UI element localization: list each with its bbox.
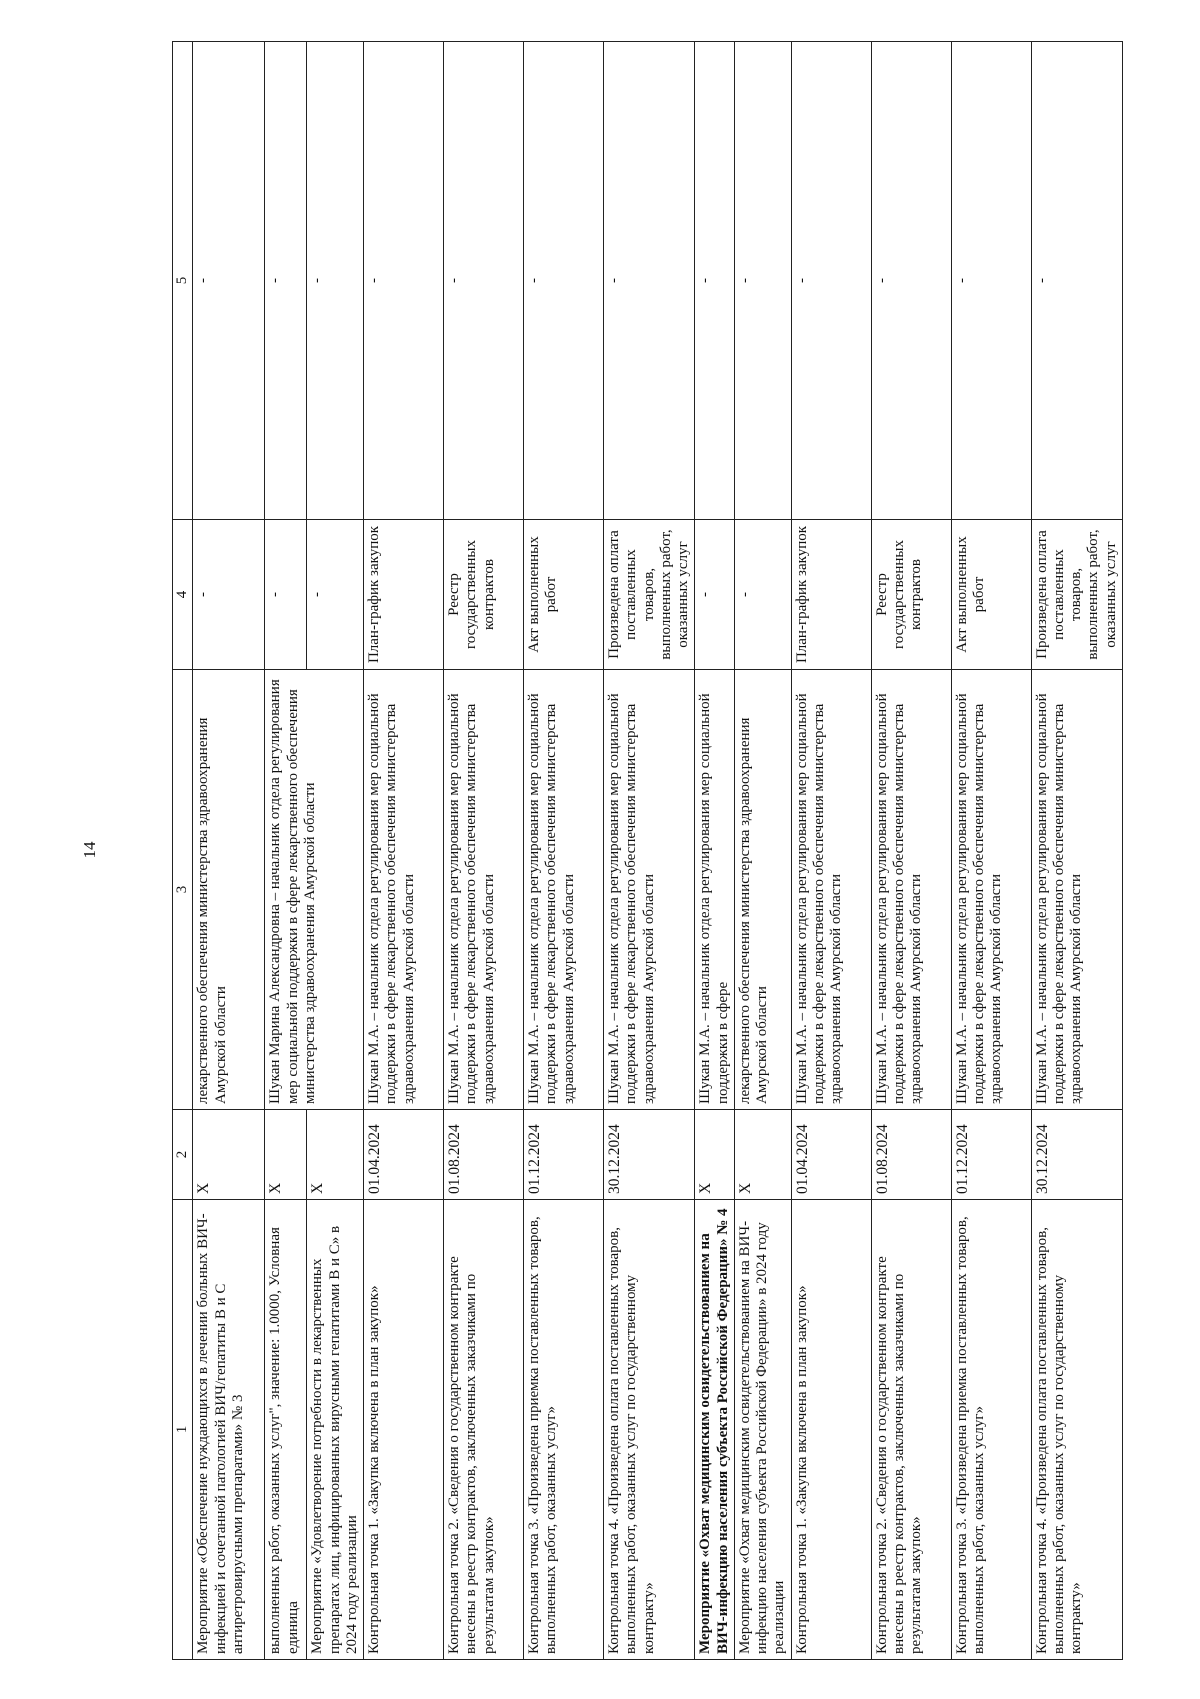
deadline-cell: X [307,1110,364,1200]
info-system-cell: - [871,42,951,520]
document-cell: Произведена оплата поставленных товаров, выполненных работ, оказанных услуг [1031,520,1122,670]
header-row [173,42,193,1660]
page-number: 14 [80,841,99,859]
table-row [444,42,524,1660]
event-name-cell: Контрольная точка 2. «Сведения о государственном контракте внесены в реестр контрактов, заключенных заказчиками по результатам закупок» [871,1200,951,1660]
document-cell: - [734,520,791,670]
deadline-cell: X [734,1110,791,1200]
deadline-cell: 01.04.2024 [364,1110,444,1200]
event-name-cell: Контрольная точка 1. «Закупка включена в план закупок» [364,1200,444,1660]
responsible-cell: лекарственного обеспечения министерства здравоохранения Амурской области [734,670,791,1110]
event-name-cell: Контрольная точка 3. «Произведена приемка поставленных товаров, выполненных работ, оказанных услуг» [524,1200,604,1660]
table-row [364,42,444,1660]
event-name-cell: Мероприятие «Обеспечение нуждающихся в лечении больных ВИЧ-инфекцией и сочетанной патологией ВИЧ/гепатиты В и С антиретровирусными препаратами» № 3 [193,1200,265,1660]
document-cell: - [307,520,364,670]
header-cell-2: 2 [173,1110,193,1200]
info-system-cell: - [791,42,871,520]
info-system-cell: - [444,42,524,520]
event-name-cell: Контрольная точка 1. «Закупка включена в план закупок» [791,1200,871,1660]
document-table [172,41,1123,1660]
table-row [265,42,307,1660]
info-system-cell: - [364,42,444,520]
info-system-cell: - [604,42,695,520]
info-system-cell: - [265,42,307,520]
document-cell: Акт выполненных работ [951,520,1031,670]
deadline-cell: 01.04.2024 [791,1110,871,1200]
table-row [604,42,695,1660]
document-cell: Реестр государственных контрактов [444,520,524,670]
event-name-cell: Контрольная точка 4. «Произведена оплата поставленных товаров, выполненных работ, оказанных услуг по государственному контракту» [604,1200,695,1660]
document-cell: Реестр государственных контрактов [871,520,951,670]
header-cell-5: 5 [173,42,193,520]
rotated-table-container [172,42,1119,1660]
event-name-cell: Мероприятие «Удовлетворение потребности в лекарственных препаратах лиц, инфицированных вирусными гепатитами В и С» в 2024 году реализации [307,1200,364,1660]
info-system-cell: - [695,42,735,520]
table-row [871,42,951,1660]
info-system-cell: - [951,42,1031,520]
info-system-cell: - [524,42,604,520]
responsible-cell: лекарственного обеспечения министерства здравоохранения Амурской области [193,670,265,1110]
document-cell: Произведена оплата поставленных товаров, выполненных работ, оказанных услуг [604,520,695,670]
header-cell-1: 1 [173,1200,193,1660]
responsible-cell: Шукан М.А. – начальник отдела регулирования мер социальной поддержки в сфере лекарственного обеспечения министерства здравоохранения Амурской области [604,670,695,1110]
deadline-cell: X [695,1110,735,1200]
responsible-cell: Шукан Марина Александровна – начальник отдела регулирования мер социальной поддержки в сфере лекарственного обеспечения министерства здравоохранения Амурской области [265,670,364,1110]
responsible-cell: Шукан М.А. – начальник отдела регулирования мер социальной поддержки в сфере [695,670,735,1110]
event-name-cell: Мероприятие «Охват медицинским освидетельствованием на ВИЧ-инфекцию населения субъекта Российской Федерации» в 2024 году реализации [734,1200,791,1660]
table-row [791,42,871,1660]
document-cell: - [265,520,307,670]
deadline-cell: 01.12.2024 [524,1110,604,1200]
event-name-cell: Контрольная точка 4. «Произведена оплата поставленных товаров, выполненных работ, оказанных услуг по государственному контракту» [1031,1200,1122,1660]
responsible-cell: Шукан М.А. – начальник отдела регулирования мер социальной поддержки в сфере лекарственного обеспечения министерства здравоохранения Амурской области [524,670,604,1110]
info-system-cell: - [307,42,364,520]
responsible-cell: Шукан М.А. – начальник отдела регулирования мер социальной поддержки в сфере лекарственного обеспечения министерства здравоохранения Амурской области [364,670,444,1110]
responsible-cell: Шукан М.А. – начальник отдела регулирования мер социальной поддержки в сфере лекарственного обеспечения министерства здравоохранения Амурской области [871,670,951,1110]
header-cell-4: 4 [173,520,193,670]
table-row [524,42,604,1660]
responsible-cell: Шукан М.А. – начальник отдела регулирования мер социальной поддержки в сфере лекарственного обеспечения министерства здравоохранения Амурской области [791,670,871,1110]
table-row [193,42,265,1660]
info-system-cell: - [734,42,791,520]
deadline-cell: X [193,1110,265,1200]
table-row [695,42,735,1660]
event-name-cell: Контрольная точка 2. «Сведения о государственном контракте внесены в реестр контрактов, заключенных заказчиками по результатам закупок» [444,1200,524,1660]
responsible-cell: Шукан М.А. – начальник отдела регулирования мер социальной поддержки в сфере лекарственного обеспечения министерства здравоохранения Амурской области [951,670,1031,1110]
responsible-cell: Шукан М.А. – начальник отдела регулирования мер социальной поддержки в сфере лекарственного обеспечения министерства здравоохранения Амурской области [1031,670,1122,1110]
info-system-cell: - [193,42,265,520]
responsible-cell: Шукан М.А. – начальник отдела регулирования мер социальной поддержки в сфере лекарственного обеспечения министерства здравоохранения Амурской области [444,670,524,1110]
deadline-cell: 01.08.2024 [871,1110,951,1200]
header-cell-3: 3 [173,670,193,1110]
document-cell: План-график закупок [364,520,444,670]
deadline-cell: 30.12.2024 [604,1110,695,1200]
document-cell: План-график закупок [791,520,871,670]
deadline-cell: X [265,1110,307,1200]
event-name-cell: Контрольная точка 3. «Произведена приемка поставленных товаров, выполненных работ, оказанных услуг» [951,1200,1031,1660]
table-row [1031,42,1122,1660]
deadline-cell: 01.08.2024 [444,1110,524,1200]
event-name-cell: выполненных работ, оказанных услуг", значение: 1.0000, Условная единица [265,1200,307,1660]
table-row [951,42,1031,1660]
document-cell: Акт выполненных работ [524,520,604,670]
document-cell: - [695,520,735,670]
event-name-cell: Мероприятие «Охват медицинским освидетельствованием на ВИЧ-инфекцию населения субъекта Российской Федерации» № 4 [695,1200,735,1660]
table-row [734,42,791,1660]
deadline-cell: 01.12.2024 [951,1110,1031,1200]
deadline-cell: 30.12.2024 [1031,1110,1122,1200]
document-cell: - [193,520,265,670]
info-system-cell: - [1031,42,1122,520]
